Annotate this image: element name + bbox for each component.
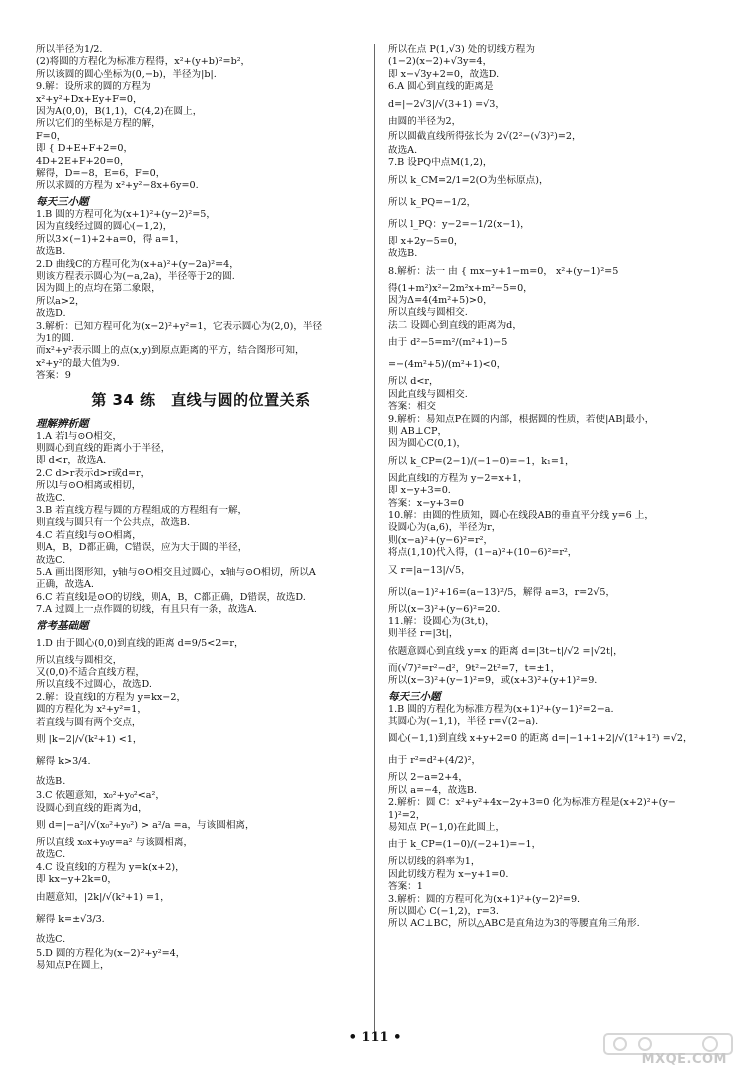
text-line: 故选C. xyxy=(36,849,66,861)
text-line: 5.A 画出图形知，y轴与⊙O相交且过圆心，x轴与⊙O相切，所以A xyxy=(36,567,316,579)
text-line: 即 d<r，故选A. xyxy=(36,455,107,467)
text-line: 所以 l_PQ：y−2=−1/2(x−1)， xyxy=(388,218,530,230)
basic-answers xyxy=(36,633,366,973)
text-line: 1.B 圆的方程化为标准方程为(x+1)²+(y−1)²=2−a. xyxy=(388,703,614,715)
text-line: 所以(x−3)²+(y−6)²=20. xyxy=(388,603,501,615)
text-line: 所以直线不过圆心，故选D. xyxy=(36,679,152,691)
text-line: 由于 d²−5=m²/(m²+1)−5 xyxy=(388,337,508,349)
text-line: 2.D 曲线C的方程可化为(x+a)²+(y−2a)²=4， xyxy=(36,258,239,270)
section-daily-three-title-2: 每天三小题 xyxy=(388,690,441,703)
text-line: 7.B 设PQ中点M(1,2)， xyxy=(388,157,493,169)
text-line: 故选B. xyxy=(36,246,66,258)
text-line: 因此切线方程为 x−y+1=0. xyxy=(388,868,509,880)
text-line: 即 { D+E+F+2=0， xyxy=(36,143,134,155)
text-line: 5.D 圆的方程化为(x−2)²+y²=4， xyxy=(36,947,186,959)
text-line: 得(1+m²)x²−2m²x+m²−5=0， xyxy=(388,282,533,294)
text-line: 所以直线与圆相交. xyxy=(388,307,468,319)
column-divider xyxy=(374,44,375,1034)
text-line: 设圆心到直线的距离为d， xyxy=(36,802,148,814)
text-line: 法二 设圆心到直线的距离为d， xyxy=(388,319,522,331)
text-line: 解得 k=±√3/3. xyxy=(36,913,105,925)
text-line: 所以 AC⊥BC，所以△ABC是直角边为3的等腰直角三角形. xyxy=(388,918,640,930)
text-line: 所以l与⊙O相离或相切， xyxy=(36,480,142,492)
text-line: 8.解析：法一 由 { mx−y+1−m=0， x²+(y−1)²=5 xyxy=(388,265,619,277)
text-line: 所以 k_CM=2/1=2(O为坐标原点)， xyxy=(388,174,549,186)
text-line: (2)将圆的方程化为标准方程得，x²+(y+b)²=b²， xyxy=(36,56,251,68)
text-line: 由题意知，|2k|/√(k²+1) =1， xyxy=(36,891,170,903)
text-line: x²+y²+Dx+Ey+F=0， xyxy=(36,93,143,105)
text-line: 3.C 依题意知，x₀²+y₀²<a²， xyxy=(36,790,165,802)
daily-three-answers xyxy=(36,209,366,383)
text-line: 则 AB⊥CP， xyxy=(388,425,448,437)
text-line: 6.C 若直线l是⊙O的切线，则A，B，C都正确，D错误，故选D. xyxy=(36,591,306,603)
text-line: 所以圆心 C(−1,2)，r=3. xyxy=(388,906,499,918)
text-line: 故选B. xyxy=(36,776,66,788)
text-line: 2.解：设直线l的方程为 y=kx−2， xyxy=(36,691,187,703)
text-line: 答案：9 xyxy=(36,370,71,382)
text-line: (1−2)(x−2)+√3y=4， xyxy=(388,56,493,68)
understanding-answers xyxy=(36,431,366,617)
text-line: 9.解析：易知点P在圆的内部，根据圆的性质，若使|AB|最小， xyxy=(388,413,655,425)
text-line: 将点(1,10)代入得，(1−a)²+(10−6)²=r²， xyxy=(388,547,578,559)
text-line: d=|−2√3|/√(3+1) =√3， xyxy=(388,98,505,110)
text-line: 正确，故选A. xyxy=(36,579,94,591)
text-line: 则A，B，D都正确，C错误，应为大于圆的半径， xyxy=(36,542,248,554)
page-number: • 111 • xyxy=(348,1030,402,1045)
text-line: 所以直线与圆相交， xyxy=(36,654,123,666)
text-line: 故选B. xyxy=(388,248,418,260)
text-line: 因为A(0,0)，B(1,1)，C(4,2)在圆上， xyxy=(36,106,203,118)
text-line: 则(x−a)²+(y−6)²=r²， xyxy=(388,534,494,546)
text-line: 又 r=|a−13|/√5， xyxy=(388,564,471,576)
section-daily-three-title: 每天三小题 xyxy=(36,195,89,208)
text-line: 故选A. xyxy=(388,145,418,157)
text-line: 7.A 过圆上一点作圆的切线，有且只有一条，故选A. xyxy=(36,604,257,616)
text-line: 2.C d>r表示d>r或d=r， xyxy=(36,467,151,479)
text-line: 所以3×(−1)+2+a=0，得 a=1， xyxy=(36,233,185,245)
text-line: 答案：相交 xyxy=(388,401,436,413)
text-line: 4.C 若直线l与⊙O相离， xyxy=(36,529,142,541)
text-line: 所以a>2， xyxy=(36,295,85,307)
text-line: 又(0,0)不适合直线方程， xyxy=(36,667,146,679)
section-basic-title: 常考基础题 xyxy=(36,619,89,632)
text-line: 因为圆心C(0,1)， xyxy=(388,438,467,450)
text-line: 所以(x−3)²+(y−1)²=9，或(x+3)²+(y+1)²=9. xyxy=(388,675,598,687)
text-line: 由于 r²=d²+(4/2)²， xyxy=(388,755,482,767)
text-line: 则半径 r=|3t|， xyxy=(388,628,459,640)
text-line: 所以 a=−4，故选B. xyxy=(388,784,478,796)
text-line: 因此直线与圆相交. xyxy=(388,388,468,400)
text-line: 即 x+2y−5=0， xyxy=(388,235,464,247)
text-line: 因为直线经过圆的圆心(−1,2)， xyxy=(36,221,173,233)
text-line: 答案：x−y+3=0 xyxy=(388,497,464,509)
right-top-block xyxy=(388,44,723,688)
text-line: 所以 k_CP=(2−1)/(−1−0)=−1，k₁=1， xyxy=(388,455,575,467)
text-line: 所以(a−1)²+16=(a−13)²/5，解得 a=3，r=2√5， xyxy=(388,586,616,598)
section-understanding-title: 理解辨析题 xyxy=(36,417,89,430)
text-line: 9.解：设所求的圆的方程为 xyxy=(36,81,151,93)
text-line: 圆心(−1,1)到直线 x+y+2=0 的距离 d=|−1+1+2|/√(1²+1²) =√2， xyxy=(388,733,693,745)
text-line: 圆的方程化为 x²+y²=1， xyxy=(36,704,147,716)
text-line: =−(4m²+5)/(m²+1)<0， xyxy=(388,359,507,371)
text-line: 依题意圆心到直线 y=x 的距离 d=|3t−t|/√2 =|√2t|， xyxy=(388,645,623,657)
watermark-logo xyxy=(600,1032,735,1074)
text-line: 解得 k>3/4. xyxy=(36,756,91,768)
text-line: 所以 k_PQ=−1/2， xyxy=(388,196,477,208)
text-line: 因此直线l的方程为 y−2=x+1， xyxy=(388,472,528,484)
text-line: 11.解：设圆心为(3t,t)， xyxy=(388,615,495,627)
right-column xyxy=(388,44,723,931)
text-line: 由于 k_CP=(1−0)/(−2+1)=−1， xyxy=(388,839,542,851)
text-line: 4.C 设直线l的方程为 y=k(x+2)， xyxy=(36,861,185,873)
text-line: 则 |k−2|/√(k²+1) <1， xyxy=(36,734,143,746)
text-line: 易知点 P(−1,0)在此圆上， xyxy=(388,822,506,834)
text-line: 为1的圆. xyxy=(36,332,74,344)
text-line: 1.A 若l与⊙O相交， xyxy=(36,430,123,442)
text-line: 若直线与圆有两个交点， xyxy=(36,716,142,728)
left-column xyxy=(36,44,366,972)
text-line: 所以在点 P(1,√3) 处的切线方程为 xyxy=(388,44,535,55)
text-line: 所以切线的斜率为1， xyxy=(388,856,481,868)
text-line: 而(√7)²=r²−d²，9t²−2t²=7，t=±1， xyxy=(388,662,561,674)
text-line: 答案：1 xyxy=(388,881,423,893)
text-line: 则 d=|−a²|/√(x₀²+y₀²) > a²/a =a，与该圆相离， xyxy=(36,819,255,831)
text-line: 因为Δ=4(4m²+5)>0， xyxy=(388,295,493,307)
text-line: 故选D. xyxy=(36,308,66,320)
text-line: 则圆心到直线的距离小于半径， xyxy=(36,442,171,454)
text-line: 6.A 圆心到直线的距离是 xyxy=(388,81,494,93)
text-line: x²+y²的最大值为9. xyxy=(36,357,120,369)
text-line: 4D+2E+F+20=0， xyxy=(36,155,130,167)
text-line: 易知点P在圆上， xyxy=(36,959,110,971)
chapter-title: 第 34 练 直线与圆的位置关系 xyxy=(91,390,311,409)
text-line: 所以该圆的圆心坐标为(0,−b)，半径为|b|. xyxy=(36,68,217,80)
text-line: 2.解析：圆 C：x²+y²+4x−2y+3=0 化为标准方程是(x+2)²+(y− xyxy=(388,797,676,809)
text-line: 由圆的半径为2， xyxy=(388,115,462,127)
text-line: 所以 d<r， xyxy=(388,376,439,388)
text-line: 因为圆上的点均在第二象限， xyxy=(36,283,161,295)
text-line: 则直线与圆只有一个公共点，故选B. xyxy=(36,517,191,529)
text-line: 即 kx−y+2k=0， xyxy=(36,874,118,886)
text-line: 则该方程表示圆心为(−a,2a)，半径等于2的圆. xyxy=(36,270,235,282)
text-line: 故选C. xyxy=(36,492,66,504)
text-line: 其圆心为(−1,1)，半径 r=√(2−a). xyxy=(388,716,539,727)
text-line: 故选C. xyxy=(36,933,66,945)
text-line: 3.解析：已知方程可化为(x−2)²+y²=1，它表示圆心为(2,0)，半径 xyxy=(36,320,323,332)
text-line: 所以圆截直线所得弦长为 2√(2²−(√3)²)=2， xyxy=(388,131,582,143)
text-line: 1.B 圆的方程可化为(x+1)²+(y−2)²=5， xyxy=(36,208,216,220)
text-line: 1.D 由于圆心(0,0)到直线的距离 d=9/5<2=r， xyxy=(36,637,244,649)
watermark-text: MXQE.COM xyxy=(641,1052,727,1067)
text-line: 故选C. xyxy=(36,554,66,566)
text-line: 所以它们的坐标是方程的解， xyxy=(36,118,161,130)
text-line: 而x²+y²表示圆上的点(x,y)到原点距离的平方，结合图形可知， xyxy=(36,345,305,357)
text-line: 设圆心为(a,6)，半径为r， xyxy=(388,522,502,534)
text-line: 即 x−y+3=0. xyxy=(388,485,451,497)
left-top-block xyxy=(36,44,366,193)
text-line: 3.解析：圆的方程可化为(x+1)²+(y−2)²=9. xyxy=(388,893,581,905)
text-line: 所以直线 x₀x+y₀y=a² 与该圆相离， xyxy=(36,836,194,848)
text-line: F=0， xyxy=(36,130,67,142)
text-line: 所以半径为1/2. xyxy=(36,44,103,55)
daily-three-answers-2 xyxy=(388,704,723,931)
text-line: 3.B 若直线方程与圆的方程组成的方程组有一解， xyxy=(36,505,248,516)
text-line: 即 x−√3y+2=0，故选D. xyxy=(388,68,500,80)
text-line: 所以求圆的方程为 x²+y²−8x+6y=0. xyxy=(36,180,199,192)
text-line: 1)²=2， xyxy=(388,809,426,821)
text-line: 10.解：由圆的性质知，圆心在线段AB的垂直平分线 y=6 上， xyxy=(388,509,654,521)
text-line: 所以 2−a=2+4， xyxy=(388,772,468,784)
text-line: 解得，D=−8，E=6，F=0， xyxy=(36,168,166,180)
